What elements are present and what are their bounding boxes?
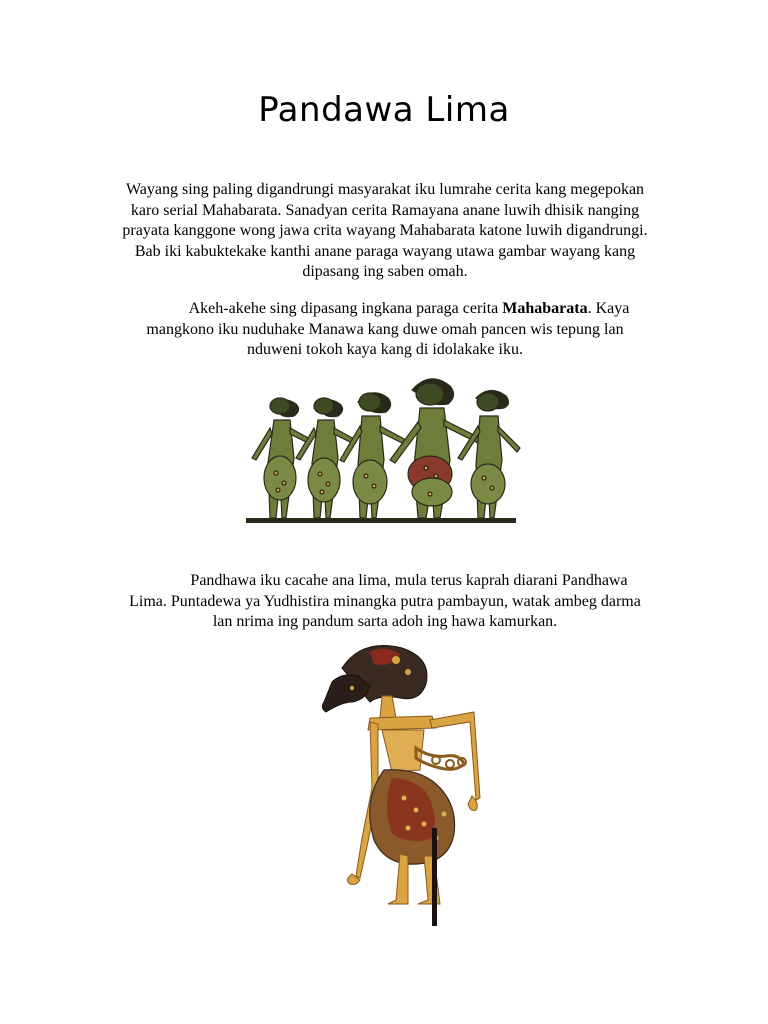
text-line: Bab iki kabuktekake kanthi anane paraga wayang utawa gambar wayang kang	[134, 242, 636, 260]
third-paragraph	[90, 571, 680, 633]
text-line: Lima. Puntadewa ya Yudhistira minangka putra pambayun, watak ambeg darma	[129, 592, 641, 610]
wayang-group-illustration	[240, 368, 525, 530]
intro-paragraph	[90, 180, 680, 283]
text-line: Pandhawa iku cacahe ana lima, mula terus kaprah diarani Pandhawa	[190, 572, 628, 589]
puppet-figure	[458, 390, 520, 518]
puppet-figure	[252, 398, 312, 518]
text-line: mangkono iku nuduhake Manawa kang duwe omah pancen wis tepung lan	[146, 320, 624, 338]
text-segment: . Kaya	[587, 300, 630, 317]
text-segment: Akeh-akehe sing dipasang ingkana paraga cerita	[188, 300, 503, 317]
text-line: lan nrima ing pandum sarta adoh ing hawa kamurkan.	[212, 613, 558, 630]
text-line: karo serial Mahabarata. Sanadyan cerita Ramayana anane luwih dhisik nanging	[130, 201, 640, 219]
page-title: Pandawa Lima	[258, 90, 510, 130]
text-line: Wayang sing paling digandrungi masyarakat iku lumrahe cerita kang megepokan	[125, 181, 645, 198]
text-line	[90, 299, 680, 320]
text-line: nduweni tokoh kaya kang di idolakake iku.	[247, 341, 523, 358]
text-line: dipasang ing saben omah.	[302, 263, 468, 280]
bold-term: Mahabarata	[502, 300, 588, 317]
second-paragraph	[90, 299, 680, 361]
wayang-puppet-illustration	[312, 638, 494, 930]
text-line: prayata kanggone wong jawa crita wayang Mahabarata katone luwih digandrungi.	[122, 222, 648, 239]
